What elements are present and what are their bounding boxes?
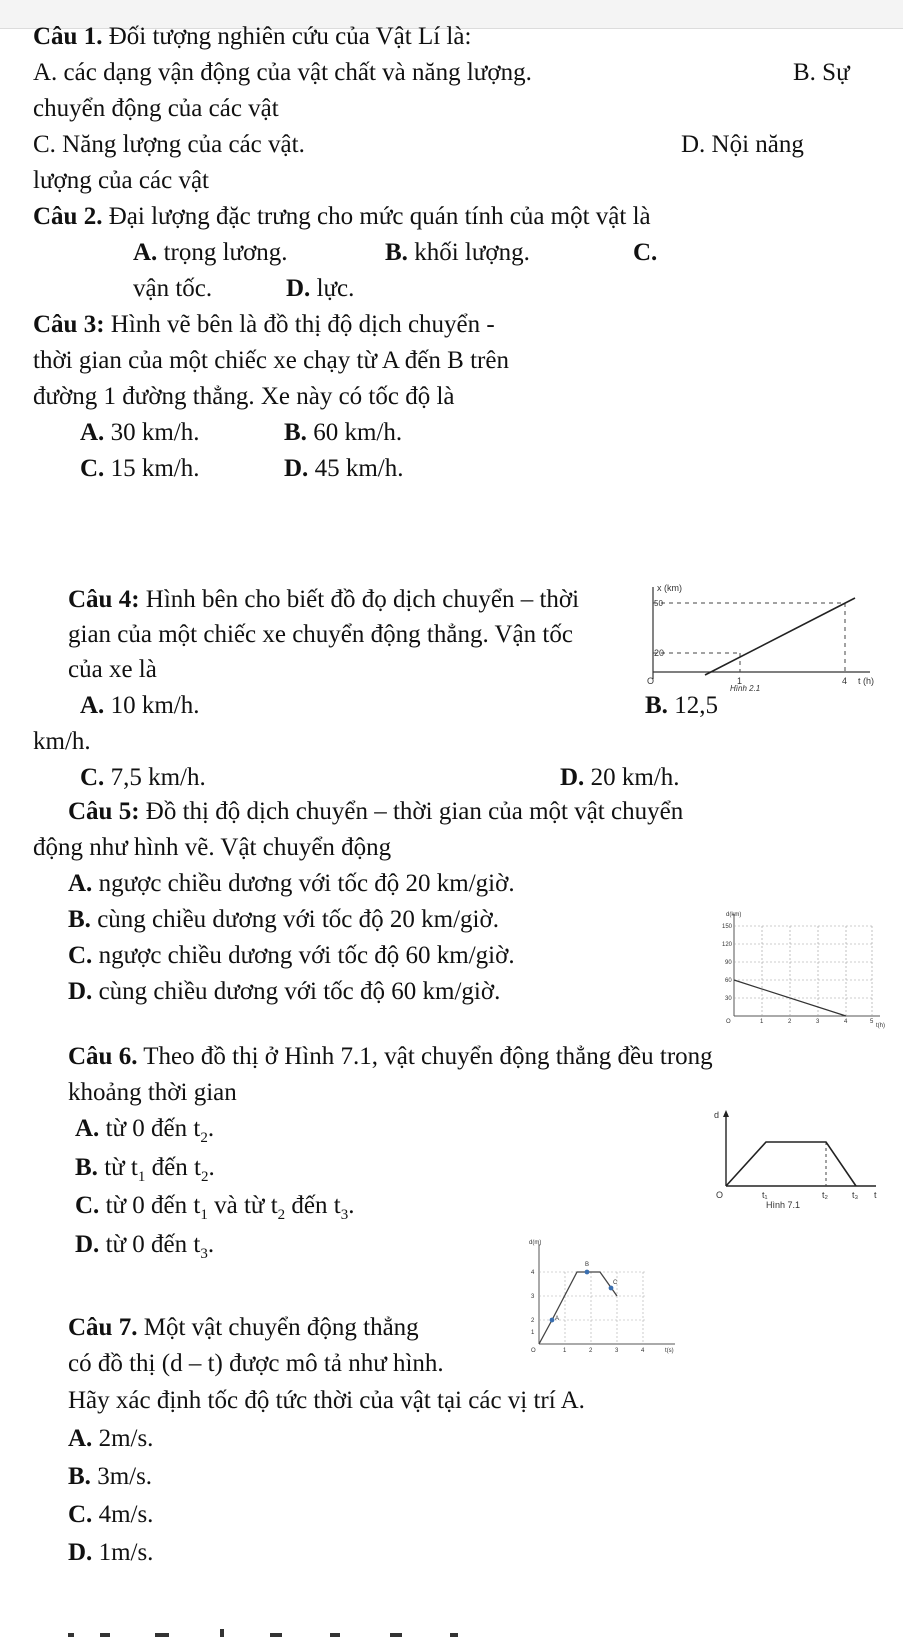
q6-a-end: . xyxy=(207,1115,215,1142)
q5-c-key: C. xyxy=(68,942,93,969)
q2-option-c-cont: vận tốc. xyxy=(133,275,213,302)
q2-stem-text: Đại lượng đặc trưng cho mức quán tính của một vật là xyxy=(102,203,651,230)
q6-caption: Hình 7.1 xyxy=(766,1200,801,1210)
q7-line3: Hãy xác định tốc độ tức thời của vật tại các vị trí A. xyxy=(68,1387,585,1414)
q6-t2: t₂ xyxy=(822,1190,828,1200)
q7-stem xyxy=(68,1313,419,1343)
q4-option-c xyxy=(80,763,206,793)
q4-origin: O xyxy=(647,676,655,686)
q7-point-c xyxy=(609,1286,614,1291)
q1-stem-text: Đối tượng nghiên cứu của Vật Lí là: xyxy=(102,23,472,50)
q6-label: Câu 6. xyxy=(68,1043,138,1070)
q5-x-tick-4: 4 xyxy=(844,1019,848,1025)
q2-d-key: D. xyxy=(286,275,311,302)
q4-b-key: B. xyxy=(645,692,668,719)
q7-graph xyxy=(525,1238,685,1358)
q6-c-text1: từ 0 đến t xyxy=(99,1192,201,1219)
q4-xlabel: t (h) xyxy=(858,676,875,686)
q4-line1: Hình bên cho biết đồ đọ dịch chuyển – thời xyxy=(139,586,580,613)
q3-d-key: D. xyxy=(284,455,309,482)
q6-option-d xyxy=(75,1230,214,1260)
q6-ylabel: d xyxy=(714,1110,720,1120)
q5-x-tick-2: 2 xyxy=(788,1019,792,1025)
q6-d-text: từ 0 đến t xyxy=(99,1231,201,1258)
q6-t3: t₃ xyxy=(852,1190,859,1200)
q7-point-b xyxy=(585,1270,590,1275)
q3-d-text: 45 km/h. xyxy=(308,455,404,482)
q6-stem xyxy=(68,1042,713,1072)
q7-a-key: A. xyxy=(68,1425,93,1452)
q4-option-b-cont: km/h. xyxy=(33,728,91,755)
q4-caption: Hình 2.1 xyxy=(730,684,761,693)
q7-c-text: 4m/s. xyxy=(92,1501,154,1528)
q5-xlabel: t(h) xyxy=(876,1023,885,1029)
q1-option-a: A. các dạng vận động của vật chất và năng lượng. xyxy=(33,59,532,86)
q4-x-tick-1: 1 xyxy=(737,676,743,686)
q6-a-sub: 2 xyxy=(200,1130,208,1146)
q6-t1: t₁ xyxy=(762,1190,768,1200)
q3-b-text: 60 km/h. xyxy=(306,419,403,446)
q7-option-a xyxy=(68,1424,153,1454)
q5-a-text: ngược chiều dương với tốc độ 20 km/giờ. xyxy=(92,870,515,897)
q1-stem xyxy=(33,22,471,52)
q4-label: Câu 4: xyxy=(68,586,140,613)
cutoff-next-line xyxy=(60,1623,480,1637)
q7-x-tick-3: 3 xyxy=(615,1348,619,1354)
q7-y-tick-3: 3 xyxy=(531,1294,535,1300)
q7-y-tick-2: 2 xyxy=(531,1318,535,1324)
q6-c-sub1: 1 xyxy=(200,1207,208,1223)
q4-option-b xyxy=(645,691,718,721)
q6-d-key: D. xyxy=(75,1231,100,1258)
q6-origin: O xyxy=(716,1190,724,1200)
q6-option-c xyxy=(75,1191,354,1221)
q5-x-tick-3: 3 xyxy=(816,1019,820,1025)
q3-line3: đường 1 đường thẳng. Xe này có tốc độ là xyxy=(33,383,455,410)
q6-b-sub1: 1 xyxy=(137,1169,146,1185)
q6-c-sub2: 2 xyxy=(277,1207,286,1223)
q6-a-key: A. xyxy=(75,1115,100,1142)
q5-y-tick-120: 120 xyxy=(722,942,733,948)
q2-label: Câu 2. xyxy=(33,203,103,230)
q2-option-a xyxy=(133,238,288,268)
q5-b-key: B. xyxy=(68,906,91,933)
q3-line1: Hình vẽ bên là đồ thị độ dịch chuyển - xyxy=(104,311,495,338)
q4-motion-line xyxy=(705,598,855,675)
q6-b-end: . xyxy=(208,1154,215,1181)
q5-line2: động như hình vẽ. Vật chuyển động xyxy=(33,834,392,861)
q3-option-b xyxy=(284,418,402,448)
q7-y-tick-4: 4 xyxy=(531,1270,535,1276)
q7-origin: O xyxy=(531,1348,536,1354)
q5-x-tick-5: 5 xyxy=(870,1019,874,1025)
q3-b-key: B. xyxy=(284,419,307,446)
q4-line2: gian của một chiếc xe chuyển động thẳng. Vận tốc xyxy=(68,621,573,648)
q6-b-text2: đến t xyxy=(145,1154,201,1181)
q3-label: Câu 3: xyxy=(33,311,105,338)
q3-option-c xyxy=(80,454,199,484)
q7-a-text: 2m/s. xyxy=(92,1425,154,1452)
q3-option-a xyxy=(80,418,199,448)
q7-b-key: B. xyxy=(68,1463,91,1490)
q1-option-d: D. Nội năng xyxy=(681,131,804,158)
q5-x-tick-1: 1 xyxy=(760,1019,764,1025)
q7-ylabel: d(m) xyxy=(529,1240,542,1246)
q6-graph xyxy=(708,1108,883,1210)
q7-label-b: B xyxy=(585,1262,590,1268)
q2-b-text: khối lượng. xyxy=(407,239,530,266)
q2-option-d xyxy=(286,274,354,304)
q4-b-text: 12,5 xyxy=(667,692,718,719)
q6-b-key: B. xyxy=(75,1154,98,1181)
q1-label: Câu 1. xyxy=(33,23,103,50)
q5-graph xyxy=(722,910,892,1030)
q7-line2: có đồ thị (d – t) được mô tả như hình. xyxy=(68,1350,444,1377)
q7-label-c: C xyxy=(613,1280,618,1286)
q7-option-b xyxy=(68,1462,152,1492)
q5-d-text: cùng chiều dương với tốc độ 60 km/giờ. xyxy=(92,978,501,1005)
q5-option-d xyxy=(68,977,500,1007)
q7-option-d xyxy=(68,1538,153,1568)
q6-line1: Theo đồ thị ở Hình 7.1, vật chuyển động thẳng đều trong xyxy=(137,1043,713,1070)
q6-c-sub3: 3 xyxy=(340,1207,349,1223)
q4-stem xyxy=(68,585,579,615)
q2-a-key: A. xyxy=(133,239,158,266)
q4-ylabel: x (km) xyxy=(657,583,682,593)
q4-c-key: C. xyxy=(80,764,105,791)
q2-d-text: lực. xyxy=(310,275,355,302)
q6-y-arrow xyxy=(723,1110,729,1117)
q3-option-d xyxy=(284,454,403,484)
q5-option-c xyxy=(68,941,515,971)
q4-y-tick-20: 20 xyxy=(654,648,665,658)
q4-line3: của xe là xyxy=(68,656,157,683)
q4-x-tick-4: 4 xyxy=(842,676,848,686)
q4-graph xyxy=(645,583,895,693)
q7-d-key: D. xyxy=(68,1539,93,1566)
q3-stem xyxy=(33,310,495,340)
q5-ylabel: d(km) xyxy=(726,912,742,918)
q5-d-key: D. xyxy=(68,978,93,1005)
q4-option-d xyxy=(560,763,679,793)
q6-b-sub2: 2 xyxy=(200,1169,209,1185)
q7-motion-path xyxy=(539,1272,617,1344)
q7-x-tick-1: 1 xyxy=(563,1348,567,1354)
q7-x-tick-2: 2 xyxy=(589,1348,593,1354)
q7-d-text: 1m/s. xyxy=(92,1539,154,1566)
q7-b-text: 3m/s. xyxy=(90,1463,153,1490)
q5-y-tick-90: 90 xyxy=(725,960,732,966)
q7-y-tick-1: 1 xyxy=(531,1330,535,1336)
q3-c-text: 15 km/h. xyxy=(104,455,200,482)
q6-d-end: . xyxy=(207,1231,215,1258)
q4-y-tick-50: 50 xyxy=(654,599,663,608)
q5-y-tick-60: 60 xyxy=(725,978,732,984)
q7-label-a: A xyxy=(555,1316,560,1322)
q7-xlabel: t(s) xyxy=(665,1348,674,1354)
q1-option-c: C. Năng lượng của các vật. xyxy=(33,131,305,158)
q6-option-b xyxy=(75,1153,215,1183)
q5-line1: Đồ thị độ dịch chuyển – thời gian của một vật chuyển xyxy=(139,798,684,825)
q2-option-c xyxy=(633,238,657,268)
q1-option-d-cont: lượng của các vật xyxy=(33,167,209,194)
q5-stem xyxy=(68,797,683,827)
q6-b-text1: từ t xyxy=(97,1154,138,1181)
q7-point-a xyxy=(550,1318,555,1323)
q5-y-tick-30: 30 xyxy=(725,996,732,1002)
q5-c-text: ngược chiều dương với tốc độ 60 km/giờ. xyxy=(92,942,515,969)
q5-a-key: A. xyxy=(68,870,93,897)
q7-c-key: C. xyxy=(68,1501,93,1528)
q2-c-key: C. xyxy=(633,239,658,266)
q7-x-tick-4: 4 xyxy=(641,1348,645,1354)
q4-d-key: D. xyxy=(560,764,585,791)
q5-origin: O xyxy=(726,1019,731,1025)
q4-c-text: 7,5 km/h. xyxy=(104,764,206,791)
q5-b-text: cùng chiều dương với tốc độ 20 km/giờ. xyxy=(90,906,499,933)
q4-option-a xyxy=(80,691,199,721)
q7-option-c xyxy=(68,1500,153,1530)
q7-label: Câu 7. xyxy=(68,1314,138,1341)
q6-d-sub: 3 xyxy=(200,1246,208,1262)
q5-label: Câu 5: xyxy=(68,798,140,825)
q6-line2: khoảng thời gian xyxy=(68,1079,237,1106)
q3-line2: thời gian của một chiếc xe chạy từ A đến B trên xyxy=(33,347,509,374)
q3-a-text: 30 km/h. xyxy=(104,419,200,446)
q6-option-a xyxy=(75,1114,214,1144)
q2-b-key: B. xyxy=(385,239,408,266)
q3-a-key: A. xyxy=(80,419,105,446)
q6-c-text3: đến t xyxy=(285,1192,341,1219)
q6-c-key: C. xyxy=(75,1192,100,1219)
q6-c-end: . xyxy=(348,1192,355,1219)
q4-d-text: 20 km/h. xyxy=(584,764,680,791)
q5-option-a xyxy=(68,869,515,899)
q2-stem xyxy=(33,202,651,232)
q2-a-text: trọng lương. xyxy=(157,239,288,266)
q4-a-text: 10 km/h. xyxy=(104,692,200,719)
q6-motion-path xyxy=(726,1142,856,1186)
q7-line1: Một vật chuyển động thẳng xyxy=(137,1314,419,1341)
q1-option-b-cont: chuyển động của các vật xyxy=(33,95,279,122)
q6-c-text2: và từ t xyxy=(207,1192,278,1219)
q5-option-b xyxy=(68,905,499,935)
q3-c-key: C. xyxy=(80,455,105,482)
q6-a-text: từ 0 đến t xyxy=(99,1115,201,1142)
q2-option-b xyxy=(385,238,530,268)
q1-option-b: B. Sự xyxy=(793,59,850,86)
q4-a-key: A. xyxy=(80,692,105,719)
q6-xlabel: t xyxy=(874,1190,877,1200)
q5-y-tick-150: 150 xyxy=(722,924,733,930)
